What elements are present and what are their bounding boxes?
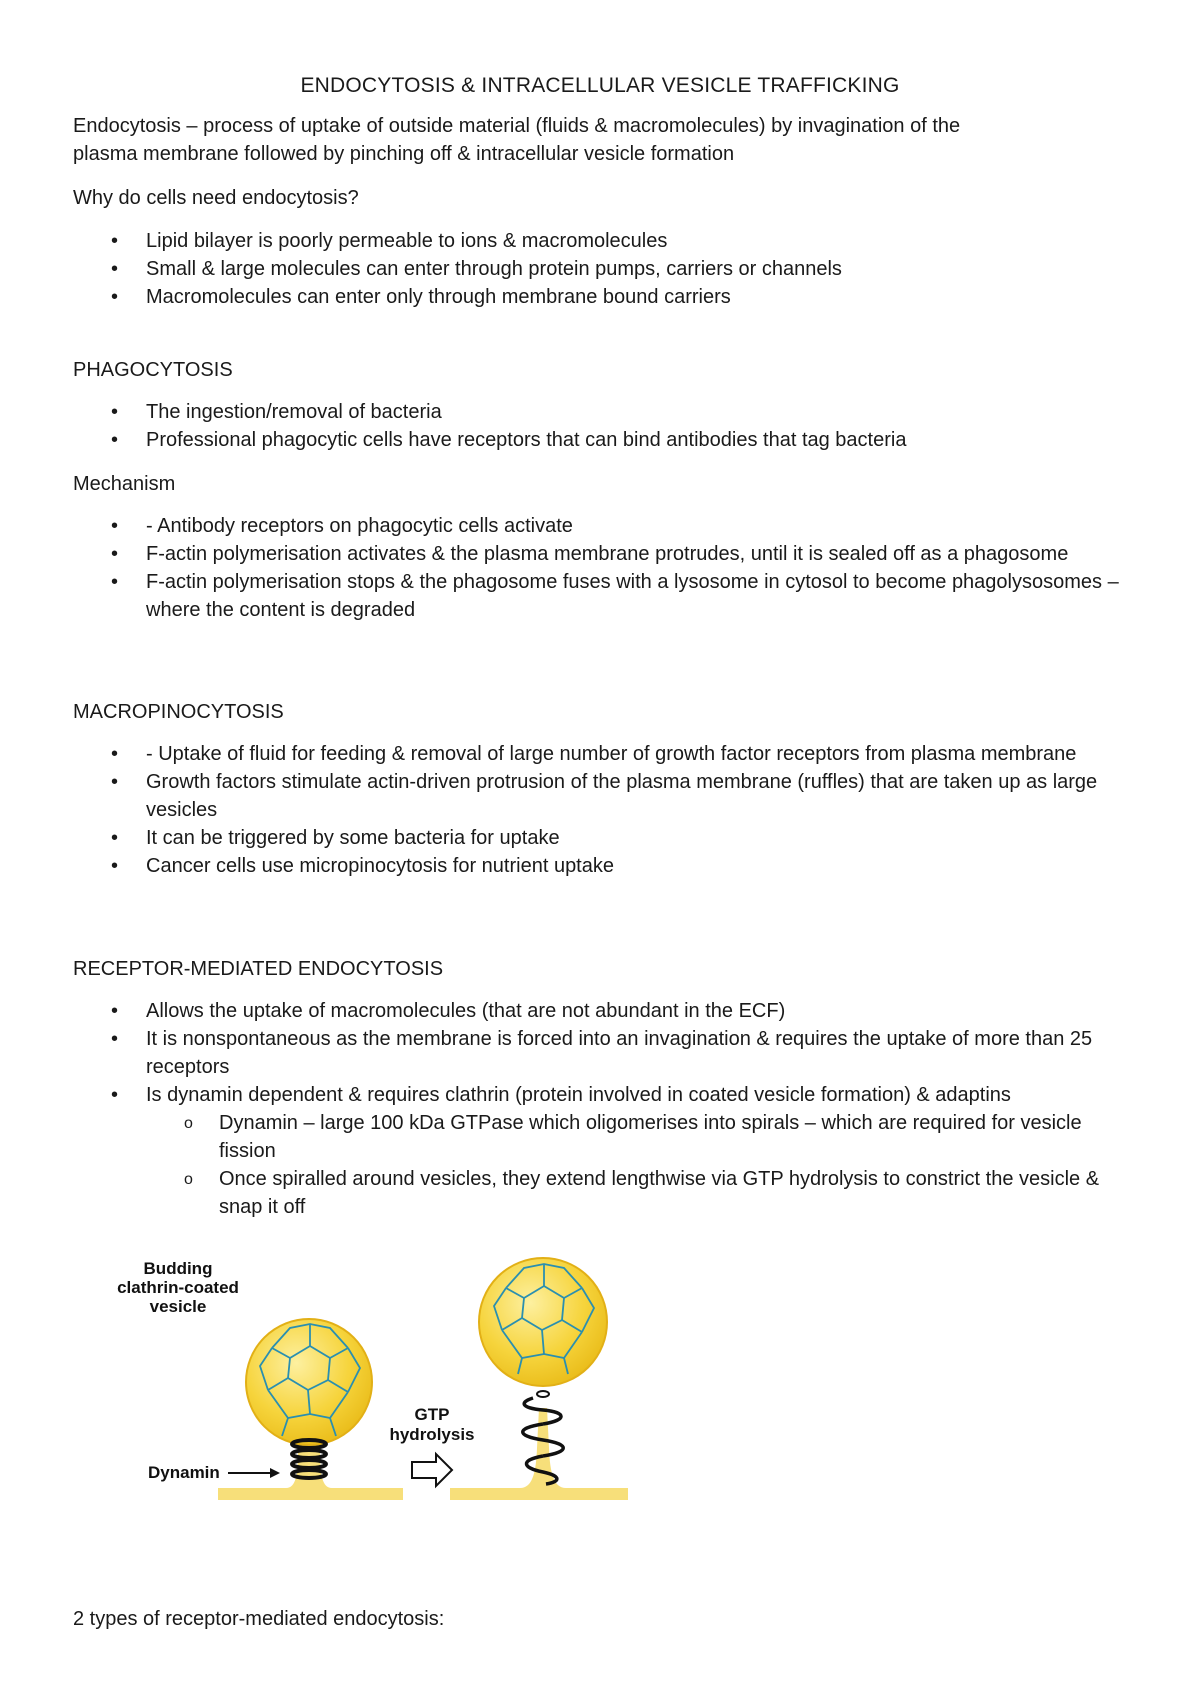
label-budding-1: Budding (143, 1259, 213, 1278)
bullet-icon: • (111, 230, 119, 252)
list-item: • - Antibody receptors on phagocytic cells activate (73, 512, 1133, 540)
clathrin-vesicle-right (479, 1258, 607, 1386)
intro-line-2: plasma membrane followed by pinching off & intracellular vesicle formation (73, 143, 735, 165)
rme-sub-list (146, 1109, 1133, 1221)
bullet-icon: • (111, 855, 119, 877)
bullet-icon: • (111, 571, 119, 593)
dynamin-figure (90, 1248, 690, 1518)
bullet-icon: • (111, 827, 119, 849)
bullet-icon: • (111, 743, 119, 765)
list-item: • It can be triggered by some bacteria for uptake (73, 824, 1133, 852)
bullet-icon: • (111, 1000, 119, 1022)
label-budding-2: clathrin-coated (117, 1278, 239, 1297)
mechanism-list (73, 512, 1133, 624)
list-item: • F-actin polymerisation stops & the phagosome fuses with a lysosome in cytosol to become phagolysosomes – where the content is degraded (73, 568, 1133, 624)
bullet-icon: • (111, 401, 119, 423)
sub-list-item: o Dynamin – large 100 kDa GTPase which oligomerises into spirals – which are required for vesicle fission (184, 1112, 1082, 1162)
list-item: • Lipid bilayer is poorly permeable to ions & macromolecules (73, 227, 1133, 255)
bullet-icon: • (111, 258, 119, 280)
label-gtp-1: GTP (414, 1405, 450, 1424)
bullet-icon: • (111, 771, 119, 793)
rme-list (73, 997, 1133, 1221)
list-item: • Small & large molecules can enter through protein pumps, carriers or channels (73, 255, 1133, 283)
macropinocytosis-list (73, 740, 1133, 880)
list-item: • Is dynamin dependent & requires clathrin (protein involved in coated vesicle formation) & adaptins o Dynamin – large 100 kDa GTPase which oligomerises into spirals – which are required for vesicle fission o Once spiralled around vesicles, they extend lengthwise via GTP hydrolysis to constrict the vesicle & snap it off (73, 1081, 1133, 1221)
plasma-membrane-right (450, 1488, 628, 1500)
bullet-icon: • (111, 1028, 119, 1050)
label-budding-3: vesicle (149, 1297, 207, 1316)
list-item: • The ingestion/removal of bacteria (73, 398, 1133, 426)
sub-bullet-icon: o (184, 1171, 193, 1188)
bullet-icon: • (111, 429, 119, 451)
why-question: Why do cells need endocytosis? (73, 187, 359, 209)
list-item: • Professional phagocytic cells have receptors that can bind antibodies that tag bacteria (73, 426, 1133, 454)
sub-list-item: o Once spiralled around vesicles, they extend lengthwise via GTP hydrolysis to constrict the vesicle & snap it off (184, 1168, 1100, 1218)
dynamin-pointer-arrow (228, 1468, 280, 1478)
phagocytosis-heading: PHAGOCYTOSIS (73, 359, 233, 381)
dynamin-diagram (90, 1248, 690, 1518)
list-item: • Macromolecules can enter only through membrane bound carriers (73, 283, 1133, 311)
list-item: • - Uptake of fluid for feeding & removal of large number of growth factor receptors from plasma membrane (73, 740, 1133, 768)
list-item: • It is nonspontaneous as the membrane is forced into an invagination & requires the uptake of more than 25 receptors (73, 1025, 1133, 1081)
macropinocytosis-heading: MACROPINOCYTOSIS (73, 701, 284, 723)
mechanism-heading: Mechanism (73, 473, 176, 495)
phagocytosis-list (73, 398, 1133, 454)
bullet-icon: • (111, 1084, 119, 1106)
label-dynamin: Dynamin (148, 1463, 220, 1482)
intro-line-1: Endocytosis – process of uptake of outside material (fluids & macromolecules) by invagination of the (73, 115, 961, 137)
page-title: ENDOCYTOSIS & INTRACELLULAR VESICLE TRAFFICKING (300, 74, 900, 97)
bullet-icon: • (111, 515, 119, 537)
bullet-icon: • (111, 543, 119, 565)
bullet-icon: • (111, 286, 119, 308)
list-item: • Cancer cells use micropinocytosis for nutrient uptake (73, 852, 1133, 880)
why-list (73, 227, 1133, 311)
sub-bullet-icon: o (184, 1115, 193, 1132)
hollow-arrow-icon (412, 1454, 452, 1486)
label-gtp-2: hydrolysis (389, 1425, 475, 1444)
plasma-membrane-left (218, 1488, 403, 1500)
rme-heading: RECEPTOR-MEDIATED ENDOCYTOSIS (73, 958, 444, 980)
list-item: • Allows the uptake of macromolecules (that are not abundant in the ECF) (73, 997, 1133, 1025)
footer-line: 2 types of receptor-mediated endocytosis: (73, 1608, 445, 1630)
list-item: • Growth factors stimulate actin-driven protrusion of the plasma membrane (ruffles) that are taken up as large vesicles (73, 768, 1133, 824)
list-item: • F-actin polymerisation activates & the plasma membrane protrudes, until it is sealed off as a phagosome (73, 540, 1133, 568)
clathrin-vesicle-left (246, 1319, 372, 1445)
